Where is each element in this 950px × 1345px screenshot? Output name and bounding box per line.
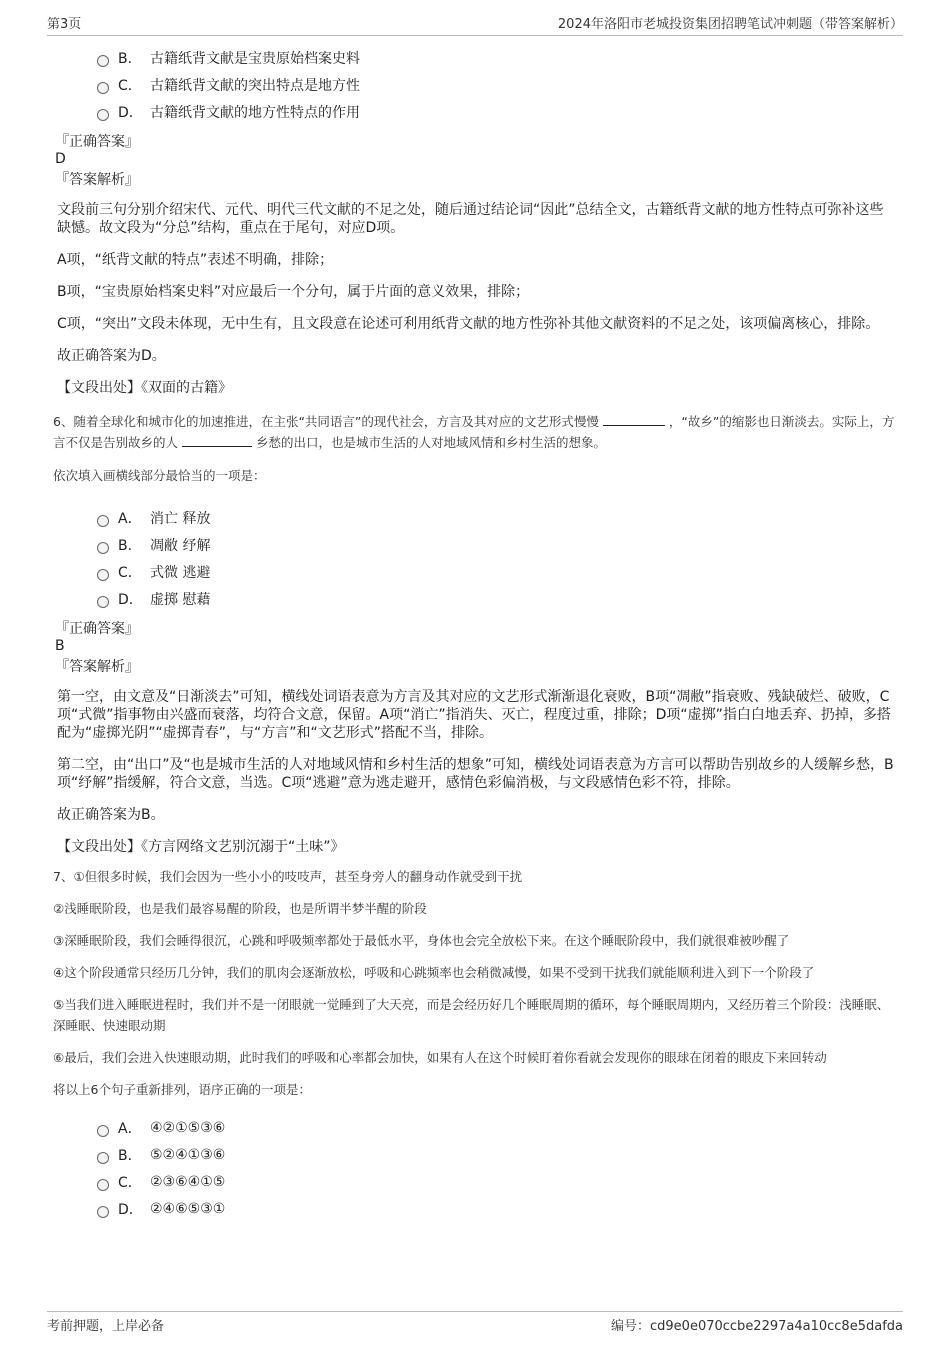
answer-value: B xyxy=(55,638,65,654)
document-body xyxy=(53,44,897,1222)
sentence-item: ⑤当我们进入睡眠进程时，我们并不是一闭眼就一觉睡到了大天亮，而是会经历好几个睡眠周期的循环，每个睡眠周期内，又经历着三个阶段：浅睡眠、深睡眠、快速眼动期 xyxy=(53,997,890,1033)
source-citation: 【文段出处】《方言网络文艺别沉溺于“土味”》 xyxy=(57,839,345,855)
page-header xyxy=(47,12,903,36)
radio-icon[interactable] xyxy=(97,1206,109,1218)
sentence-item: ④这个阶段通常只经历几分钟，我们的肌肉会逐渐放松，呼吸和心跳频率也会稍微减慢，如果不受到干扰我们就能顺利进入到下一个阶段了 xyxy=(53,965,815,980)
option-c[interactable]: C． 式微 逃避 xyxy=(97,558,897,585)
analysis-paragraph: C项，“突出”文段未体现，无中生有，且文段意在论述可利用纸背文献的地方性弥补其他文献资料的不足之处，该项偏离核心，排除。 xyxy=(57,316,880,332)
page-number: 第3页 xyxy=(47,17,82,32)
page-footer xyxy=(47,1311,903,1336)
option-c[interactable]: C． ②③⑥④①⑤ xyxy=(97,1168,897,1195)
footer-slogan: 考前押题，上岸必备 xyxy=(47,1318,165,1334)
option-c[interactable]: C． 古籍纸背文献的突出特点是地方性 xyxy=(97,71,897,98)
option-b[interactable]: B． 凋敝 纾解 xyxy=(97,531,897,558)
radio-icon[interactable] xyxy=(97,596,109,608)
option-b[interactable]: B． ⑤②④①③⑥ xyxy=(97,1141,897,1168)
q7-options xyxy=(57,1114,897,1222)
question-prompt: 依次填入画横线部分最恰当的一项是： xyxy=(53,468,266,483)
radio-icon[interactable] xyxy=(97,1152,109,1164)
sentence-item: ⑥最后，我们会进入快速眼动期，此时我们的呼吸和心率都会加快，如果有人在这个时候盯着你看就会发现你的眼球在闭着的眼皮下来回转动 xyxy=(53,1050,827,1065)
answer-label: 『正确答案』 xyxy=(55,134,139,150)
radio-icon[interactable] xyxy=(97,1179,109,1191)
analysis-paragraph: 文段前三句分别介绍宋代、元代、明代三代文献的不足之处，随后通过结论词“因此”总结全文，古籍纸背文献的地方性特点可弥补这些缺憾。故文段为“分总”结构，重点在于尾句，对应D项。 xyxy=(57,202,884,236)
sentence-item: ③深睡眠阶段，我们会睡得很沉，心跳和呼吸频率都处于最低水平，身体也会完全放松下来。在这个睡眠阶段中，我们就很难被吵醒了 xyxy=(53,933,790,948)
sentence-item: ②浅睡眠阶段，也是我们最容易醒的阶段，也是所谓半梦半醒的阶段 xyxy=(53,901,427,916)
radio-icon[interactable] xyxy=(97,569,109,581)
radio-icon[interactable] xyxy=(97,109,109,121)
q5-options xyxy=(57,44,897,125)
analysis-paragraph: 第二空，由“出口”及“也是城市生活的人对地域风情和乡村生活的想象”可知，横线处词语表意为方言可以帮助告别故乡的人缓解乡愁，B项“纾解”指缓解，符合文意，当选。C项“逃避”意为逃走避开，感情色彩偏消极，与文段感情色彩不符，排除。 xyxy=(57,757,894,791)
blank-line xyxy=(603,412,665,426)
analysis-label: 『答案解析』 xyxy=(55,659,139,675)
analysis-paragraph: B项，“宝贵原始档案史料”对应最后一个分句，属于片面的意义效果，排除； xyxy=(57,284,530,300)
radio-icon[interactable] xyxy=(97,1125,109,1137)
option-d[interactable]: D． 古籍纸背文献的地方性特点的作用 xyxy=(97,98,897,125)
analysis-label: 『答案解析』 xyxy=(55,172,139,188)
question-prompt: 将以上6个句子重新排列，语序正确的一项是： xyxy=(53,1082,311,1097)
sentence-list xyxy=(53,866,897,1100)
analysis-paragraph: A项，“纸背文献的特点”表述不明确，排除； xyxy=(57,252,334,268)
option-d[interactable]: D． 虚掷 慰藉 xyxy=(97,585,897,612)
document-title: 2024年洛阳市老城投资集团招聘笔试冲刺题（带答案解析） xyxy=(557,17,903,32)
radio-icon[interactable] xyxy=(97,55,109,67)
answer-value: D xyxy=(55,151,66,167)
q6-options xyxy=(57,504,897,612)
document-code: 编号：cd9e0e070ccbe2297a4a10cc8e5dafda xyxy=(611,1318,903,1334)
source-citation: 【文段出处】《双面的古籍》 xyxy=(57,380,232,396)
option-b[interactable]: B． 古籍纸背文献是宝贵原始档案史料 xyxy=(97,44,897,71)
radio-icon[interactable] xyxy=(97,82,109,94)
sentence-item: 7、①但很多时候，我们会因为一些小小的吱吱声，甚至身旁人的翻身动作就受到干扰 xyxy=(53,869,523,884)
option-a[interactable]: A． 消亡 释放 xyxy=(97,504,897,531)
analysis-paragraph: 故正确答案为D。 xyxy=(57,348,166,364)
radio-icon[interactable] xyxy=(97,542,109,554)
analysis-paragraph: 第一空，由文意及“日渐淡去”可知，横线处词语表意为方言及其对应的文艺形式渐渐退化衰败，B项“凋敝”指衰败、残缺破烂、破败，C项“式微”指事物由兴盛而衰落，均符合文意，保留。A项“消亡”指消失、灭亡，程度过重，排除；D项“虚掷”指白白地丢弃、扔掉，多搭配为“虚掷光阴”“虚掷青春”，与“方言”和“文艺形式”搭配不当，排除。 xyxy=(57,689,891,741)
option-a[interactable]: A． ④②①⑤③⑥ xyxy=(97,1114,897,1141)
question-stem: 6、随着全球化和城市化的加速推进，在主张“共同语言”的现代社会，方言及其对应的文艺形式慢慢 ，“故乡”的缩影也日渐淡去。实际上，方言不仅是告别故乡的人 乡愁的出口，也是城市生活的人对地域风情和乡村生活的想象。 xyxy=(53,414,895,450)
radio-icon[interactable] xyxy=(97,515,109,527)
option-d[interactable]: D． ②④⑥⑤③① xyxy=(97,1195,897,1222)
blank-line xyxy=(182,433,252,447)
analysis-paragraph: 故正确答案为B。 xyxy=(57,807,165,823)
answer-label: 『正确答案』 xyxy=(55,621,139,637)
